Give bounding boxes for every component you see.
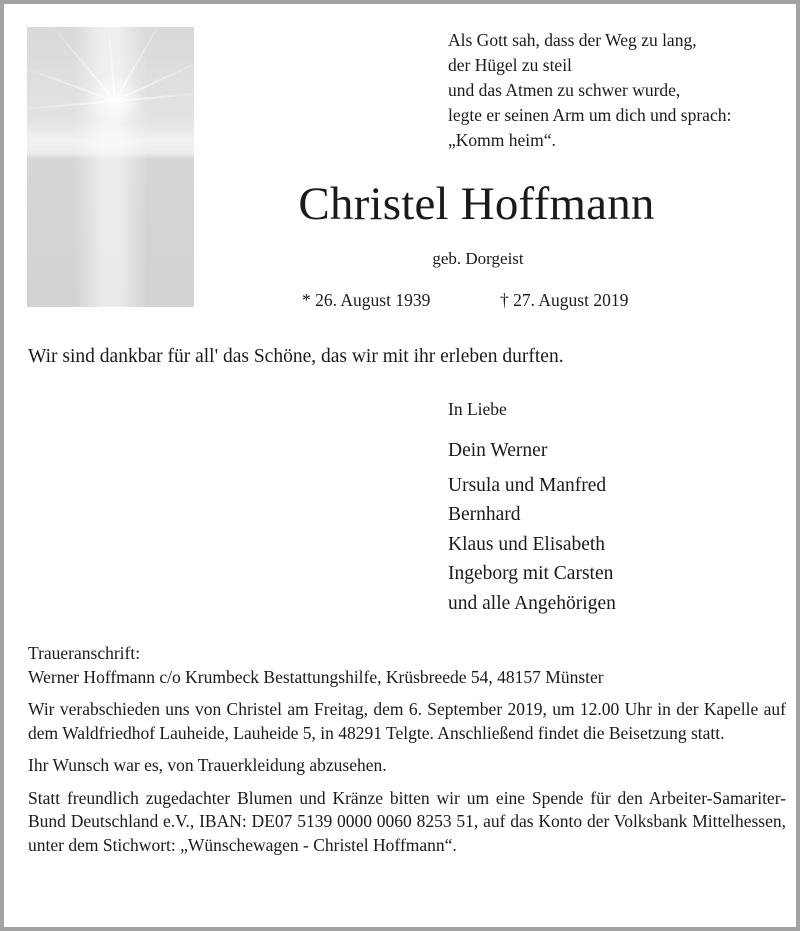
mourner: und alle Angehörigen — [448, 592, 616, 614]
sun-ray — [44, 27, 116, 102]
sun-ray — [27, 100, 115, 112]
poem-line: Als Gott sah, dass der Weg zu lang, — [448, 30, 697, 50]
in-love-intro: In Liebe — [448, 399, 507, 419]
mourner-spouse: Dein Werner — [448, 440, 548, 461]
maiden-name: geb. Dorgeist — [432, 249, 524, 268]
mourning-address: Werner Hoffmann c/o Krumbeck Bestattungshilfe, Krüsbreede 54, 48157 Münster — [28, 666, 604, 687]
donation-request: Statt freundlich zugedachter Blumen und Kränze bitten wir um eine Spende für den Arbeiter-Samariter-Bund Deutschland e.V., IBAN: DE07 5139 0000 0060 8253 51, auf das Konto der Volksbank Mittelhessen, unter dem Stichwort: „Wünschewagen - Christel Hoffmann“. — [28, 787, 786, 855]
mourner: Ursula und Manfred — [448, 474, 607, 496]
poem — [448, 28, 731, 153]
sun-ray — [114, 27, 171, 102]
funeral-information — [28, 642, 786, 857]
poem-line: „Komm heim“. — [448, 130, 556, 150]
birth-date: * 26. August 1939 — [302, 290, 431, 310]
death-date: † 27. August 2019 — [500, 290, 629, 310]
mourner: Bernhard — [448, 504, 521, 525]
funeral-details: Wir verabschieden uns von Christel am Freitag, dem 6. September 2019, um 12.00 Uhr in der Kapelle auf dem Waldfriedhof Lauheide, Lauheide 5, in 48291 Telgte. Anschließend findet die Beisetzung statt. — [28, 699, 786, 743]
deceased-name: Christel Hoffmann — [298, 178, 655, 230]
poem-line: und das Atmen zu schwer wurde, — [448, 80, 681, 100]
mourner: Klaus und Elisabeth — [448, 533, 606, 555]
horizon-glow — [27, 122, 194, 160]
mourners-list — [448, 436, 616, 618]
poem-line: der Hügel zu steil — [448, 55, 572, 75]
address-label: Traueranschrift: — [28, 643, 141, 663]
mourner: Ingeborg mit Carsten — [448, 563, 614, 584]
poem-line: legte er seinen Arm um dich und sprach: — [448, 105, 732, 125]
sun-ray — [27, 62, 115, 102]
dress-code-note: Ihr Wunsch war es, von Trauerkleidung abzusehen. — [28, 755, 387, 775]
gratitude-statement: Wir sind dankbar für all' das Schöne, das wir mit ihr erleben durften. — [28, 346, 564, 367]
